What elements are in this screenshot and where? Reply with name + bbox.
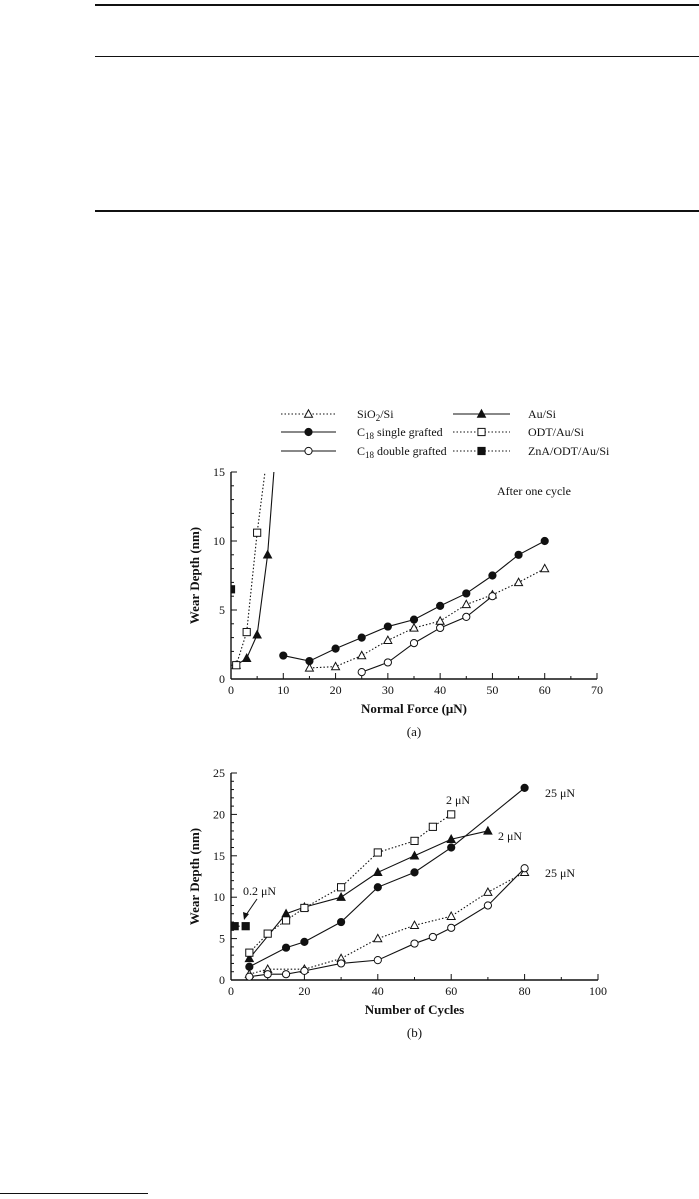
data-point bbox=[246, 963, 253, 970]
data-point bbox=[242, 923, 249, 930]
legend-marker-square-open bbox=[478, 428, 485, 435]
data-point bbox=[374, 884, 381, 891]
data-point bbox=[384, 623, 391, 630]
series-line bbox=[309, 569, 544, 668]
legend-item-au-si bbox=[453, 407, 557, 421]
y-axis-label: Wear Depth (nm) bbox=[187, 526, 202, 625]
data-point bbox=[384, 636, 392, 643]
annotation-odt-2un: 2 μN bbox=[446, 793, 471, 807]
series-line bbox=[362, 596, 493, 672]
legend-marker-circle-filled bbox=[305, 428, 312, 435]
data-point bbox=[374, 957, 381, 964]
data-point bbox=[253, 631, 261, 638]
data-point bbox=[332, 662, 340, 669]
panel-label: (a) bbox=[406, 724, 422, 739]
data-point bbox=[301, 938, 308, 945]
data-point bbox=[374, 934, 382, 941]
annotation-sio2-25un: 25 μN bbox=[545, 866, 576, 880]
plot-area bbox=[231, 784, 529, 980]
series-zna-odt-au-si bbox=[227, 586, 234, 593]
annotation-zna-0-2un: 0.2 μN bbox=[243, 884, 277, 898]
plot-area bbox=[227, 472, 548, 676]
x-tick-label: 60 bbox=[445, 984, 458, 998]
data-point bbox=[243, 654, 251, 661]
x-tick-label: 30 bbox=[381, 683, 394, 697]
data-point bbox=[484, 902, 491, 909]
series-odt-au-si bbox=[233, 472, 265, 669]
data-point bbox=[411, 837, 418, 844]
data-point bbox=[282, 971, 289, 978]
x-tick-label: 80 bbox=[518, 984, 531, 998]
data-point bbox=[411, 869, 418, 876]
data-point bbox=[429, 933, 436, 940]
series-line bbox=[249, 872, 524, 974]
x-tick-label: 20 bbox=[298, 984, 311, 998]
series-c18-double-grafted bbox=[358, 593, 496, 676]
data-point bbox=[243, 628, 250, 635]
data-point bbox=[301, 967, 308, 974]
data-point bbox=[306, 657, 313, 664]
data-point bbox=[411, 921, 419, 928]
x-tick-label: 40 bbox=[371, 984, 384, 998]
data-point bbox=[447, 912, 455, 919]
data-point bbox=[332, 645, 339, 652]
series-line bbox=[249, 814, 451, 952]
data-point bbox=[411, 852, 419, 859]
legend-item-zna-odt-au-si bbox=[453, 444, 610, 458]
legend-label: ODT/Au/Si bbox=[528, 425, 585, 439]
data-point bbox=[374, 849, 381, 856]
data-point bbox=[338, 960, 345, 967]
y-tick-label: 0 bbox=[219, 672, 225, 686]
data-point bbox=[358, 669, 365, 676]
data-point bbox=[264, 930, 271, 937]
data-point bbox=[521, 865, 528, 872]
y-tick-label: 10 bbox=[213, 890, 225, 905]
data-point bbox=[280, 652, 287, 659]
legend-label: Au/Si bbox=[528, 407, 557, 421]
data-point bbox=[436, 617, 444, 624]
data-point bbox=[374, 868, 382, 875]
legend-item-sio2-si bbox=[281, 407, 394, 423]
x-tick-label: 10 bbox=[277, 683, 290, 697]
data-point bbox=[515, 578, 523, 585]
x-axis-label: Normal Force (μN) bbox=[360, 701, 468, 716]
data-point bbox=[448, 844, 455, 851]
x-tick-label: 100 bbox=[589, 984, 607, 998]
data-point bbox=[282, 944, 289, 951]
annotation-arrowhead bbox=[243, 912, 249, 920]
data-point bbox=[489, 572, 496, 579]
x-tick-label: 40 bbox=[434, 683, 447, 697]
panel-label: (b) bbox=[406, 1025, 423, 1040]
legend-label: $C_{18}$ double grafted bbox=[357, 444, 447, 460]
data-point bbox=[231, 923, 238, 930]
y-tick-label: 10 bbox=[213, 534, 225, 548]
legend-item-c18-double-grafted bbox=[281, 444, 447, 460]
legend-label: $C_{18}$ single grafted bbox=[357, 425, 443, 441]
series-zna-odt-au-si bbox=[231, 923, 249, 930]
legend-label: SiO$_2$/Si bbox=[357, 407, 394, 423]
series-c18-single-grafted bbox=[246, 784, 528, 970]
legend-label: ZnA/ODT/Au/Si bbox=[528, 444, 610, 458]
data-point bbox=[410, 640, 417, 647]
data-point bbox=[337, 893, 345, 900]
data-point bbox=[264, 551, 272, 558]
data-point bbox=[448, 924, 455, 931]
legend bbox=[281, 407, 610, 460]
y-tick-label: 15 bbox=[213, 848, 225, 863]
data-point bbox=[463, 613, 470, 620]
y-axis-label: Wear Depth (nm) bbox=[187, 827, 202, 926]
y-tick-label: 5 bbox=[219, 931, 225, 946]
chart-panel-a bbox=[187, 465, 603, 739]
data-point bbox=[338, 918, 345, 925]
series-line bbox=[249, 868, 524, 976]
data-point bbox=[358, 651, 366, 658]
data-point bbox=[541, 537, 548, 544]
data-point bbox=[515, 551, 522, 558]
x-tick-label: 0 bbox=[228, 984, 234, 998]
data-point bbox=[301, 904, 308, 911]
y-tick-label: 15 bbox=[213, 465, 225, 479]
data-point bbox=[358, 634, 365, 641]
x-tick-label: 60 bbox=[538, 683, 551, 697]
data-point bbox=[484, 888, 492, 895]
data-point bbox=[463, 590, 470, 597]
data-point bbox=[437, 602, 444, 609]
series-sio2-si bbox=[305, 564, 548, 671]
chart-panel-b bbox=[187, 766, 607, 1040]
annotation-arrow bbox=[246, 899, 257, 915]
legend-marker-square-filled bbox=[478, 447, 485, 454]
data-point bbox=[429, 823, 436, 830]
data-point bbox=[246, 973, 253, 980]
data-point bbox=[227, 586, 234, 593]
legend-item-c18-single-grafted bbox=[281, 425, 443, 441]
series-au-si bbox=[232, 472, 274, 668]
x-tick-label: 50 bbox=[486, 683, 499, 697]
data-point bbox=[264, 971, 271, 978]
x-tick-label: 70 bbox=[591, 683, 603, 697]
data-point bbox=[489, 593, 496, 600]
data-point bbox=[437, 624, 444, 631]
data-point bbox=[541, 564, 549, 571]
data-point bbox=[282, 917, 289, 924]
x-tick-label: 20 bbox=[329, 683, 342, 697]
data-point bbox=[462, 600, 470, 607]
data-point bbox=[410, 616, 417, 623]
data-point bbox=[233, 662, 240, 669]
data-point bbox=[521, 784, 528, 791]
data-point bbox=[338, 884, 345, 891]
data-point bbox=[484, 827, 492, 834]
y-tick-label: 5 bbox=[219, 603, 225, 617]
legend-item-odt-au-si bbox=[453, 425, 585, 439]
annotation-after-one-cycle: After one cycle bbox=[497, 484, 571, 498]
y-tick-label: 20 bbox=[213, 807, 225, 822]
x-tick-label: 0 bbox=[228, 683, 234, 697]
data-point bbox=[411, 940, 418, 947]
data-point bbox=[384, 659, 391, 666]
annotation-au-2un: 2 μN bbox=[498, 829, 523, 843]
annotation-c18-single-25un: 25 μN bbox=[545, 786, 576, 800]
data-point bbox=[254, 529, 261, 536]
data-point bbox=[448, 811, 455, 818]
series-line bbox=[249, 788, 524, 967]
series-odt-au-si bbox=[246, 811, 455, 956]
y-tick-label: 25 bbox=[213, 766, 225, 780]
data-point bbox=[246, 949, 253, 956]
x-axis-label: Number of Cycles bbox=[364, 1002, 465, 1017]
y-tick-label: 0 bbox=[219, 973, 225, 987]
legend-marker-circle-open bbox=[305, 447, 312, 454]
